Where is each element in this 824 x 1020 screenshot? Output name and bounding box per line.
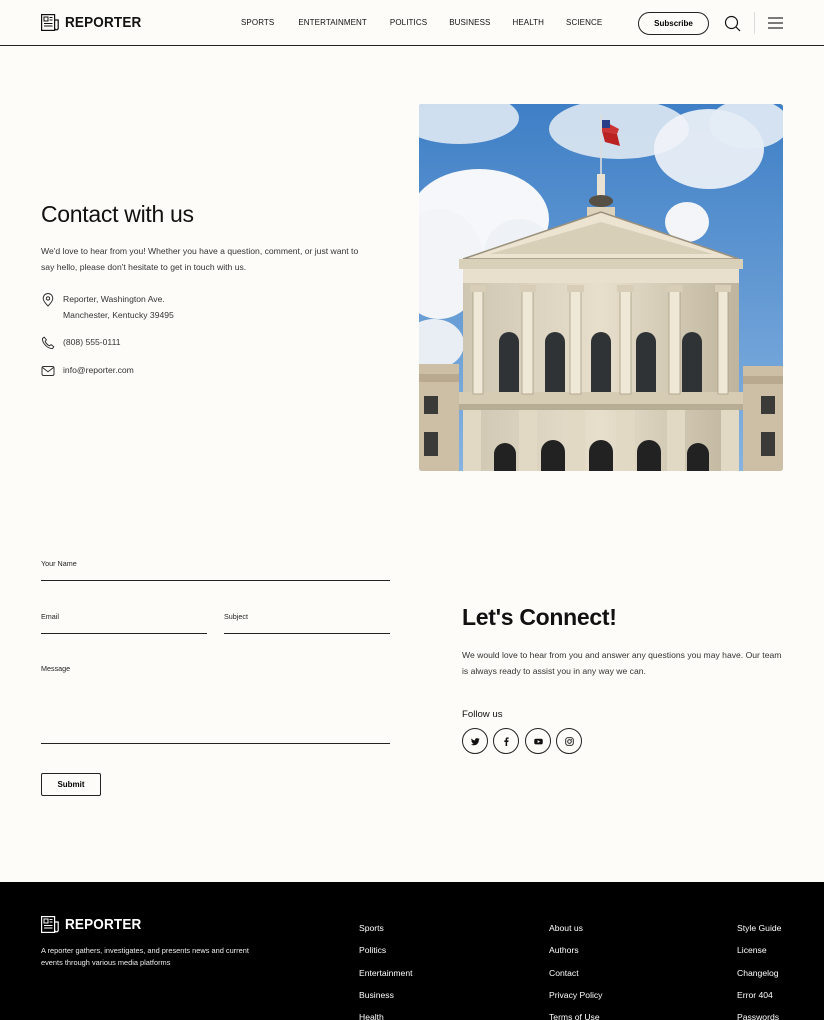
phone-icon <box>41 336 55 350</box>
connect-title: Let's Connect! <box>462 604 617 630</box>
contact-title: Contact with us <box>41 201 194 227</box>
facebook-icon <box>502 737 511 746</box>
footer-link-business[interactable]: Business <box>359 989 394 1000</box>
facebook-button[interactable] <box>493 728 519 754</box>
nav-health[interactable]: HEALTH <box>512 18 545 27</box>
footer-company-column <box>549 917 602 1020</box>
subject-label: Subject <box>224 612 248 621</box>
email-field[interactable] <box>41 633 207 634</box>
location-pin-icon <box>41 293 55 307</box>
footer-link-license[interactable]: License <box>737 945 767 956</box>
capitol-building-photo <box>419 104 783 471</box>
email-row <box>41 363 134 379</box>
footer-utility-column <box>737 917 781 1020</box>
twitter-button[interactable] <box>462 728 488 754</box>
contact-description: We'd love to hear from you! Whether you have a question, comment, or just want to say hello, please don't hesitate to get in touch with us. <box>41 246 359 272</box>
twitter-icon <box>471 737 480 746</box>
site-header <box>0 0 824 46</box>
footer-link-contact[interactable]: Contact <box>549 967 579 978</box>
nav-entertainment[interactable]: ENTERTAINMENT <box>298 18 367 27</box>
address-line-1: Reporter, Washington Ave. <box>63 294 165 304</box>
newspaper-icon <box>41 14 59 31</box>
youtube-button[interactable] <box>525 728 551 754</box>
main-nav <box>241 18 602 27</box>
logo-text: REPORTER <box>65 14 142 31</box>
address-text <box>63 292 174 323</box>
name-field[interactable] <box>41 580 390 581</box>
footer-logo-text: REPORTER <box>65 916 142 933</box>
footer-link-error-404[interactable]: Error 404 <box>737 989 773 1000</box>
youtube-icon <box>534 737 543 746</box>
footer-link-style-guide[interactable]: Style Guide <box>737 923 782 933</box>
footer-logo[interactable] <box>41 916 150 933</box>
footer-link-authors[interactable]: Authors <box>549 945 579 956</box>
footer-link-politics[interactable]: Politics <box>359 945 387 956</box>
nav-business[interactable]: BUSINESS <box>449 18 491 27</box>
address-row <box>41 292 174 323</box>
submit-button[interactable]: Submit <box>41 773 101 796</box>
footer-link-terms[interactable]: Terms of Use <box>549 1012 600 1020</box>
message-label: Message <box>41 664 71 673</box>
name-label: Your Name <box>41 559 77 568</box>
footer-link-about[interactable]: About us <box>549 923 583 933</box>
phone-row <box>41 335 121 351</box>
phone-text[interactable]: (808) 555-0111 <box>63 337 121 347</box>
newspaper-icon <box>41 916 59 933</box>
subject-field[interactable] <box>224 633 390 634</box>
site-logo[interactable] <box>41 14 150 31</box>
nav-sports[interactable]: SPORTS <box>241 18 275 27</box>
nav-science[interactable]: SCIENCE <box>566 18 603 27</box>
email-label: Email <box>41 612 59 621</box>
follow-us-label: Follow us <box>462 709 503 720</box>
footer-link-sports[interactable]: Sports <box>359 923 384 933</box>
message-field[interactable] <box>41 743 390 744</box>
footer-link-privacy[interactable]: Privacy Policy <box>549 989 603 1000</box>
site-footer <box>0 882 824 1020</box>
footer-categories-column <box>359 917 413 1020</box>
instagram-icon <box>565 737 574 746</box>
mail-icon <box>41 364 55 378</box>
footer-link-entertainment[interactable]: Entertainment <box>359 967 413 978</box>
instagram-button[interactable] <box>556 728 582 754</box>
footer-description: A reporter gathers, investigates, and presents news and current events through various media platforms <box>41 946 249 967</box>
subscribe-button[interactable]: Subscribe <box>638 12 709 35</box>
nav-politics[interactable]: POLITICS <box>389 18 428 27</box>
footer-link-changelog[interactable]: Changelog <box>737 967 779 978</box>
email-text[interactable]: info@reporter.com <box>63 365 134 375</box>
address-line-2: Manchester, Kentucky 39495 <box>63 309 174 320</box>
header-divider <box>754 12 755 34</box>
hamburger-menu-icon[interactable] <box>768 17 783 29</box>
search-icon[interactable] <box>724 15 741 32</box>
footer-link-passwords[interactable]: Passwords <box>737 1012 780 1020</box>
building-illustration <box>419 104 783 471</box>
connect-description: We would love to hear from you and answer any questions you may have. Our team is always ready to assist you in any way we can. <box>462 650 782 676</box>
footer-link-health[interactable]: Health <box>359 1012 384 1020</box>
